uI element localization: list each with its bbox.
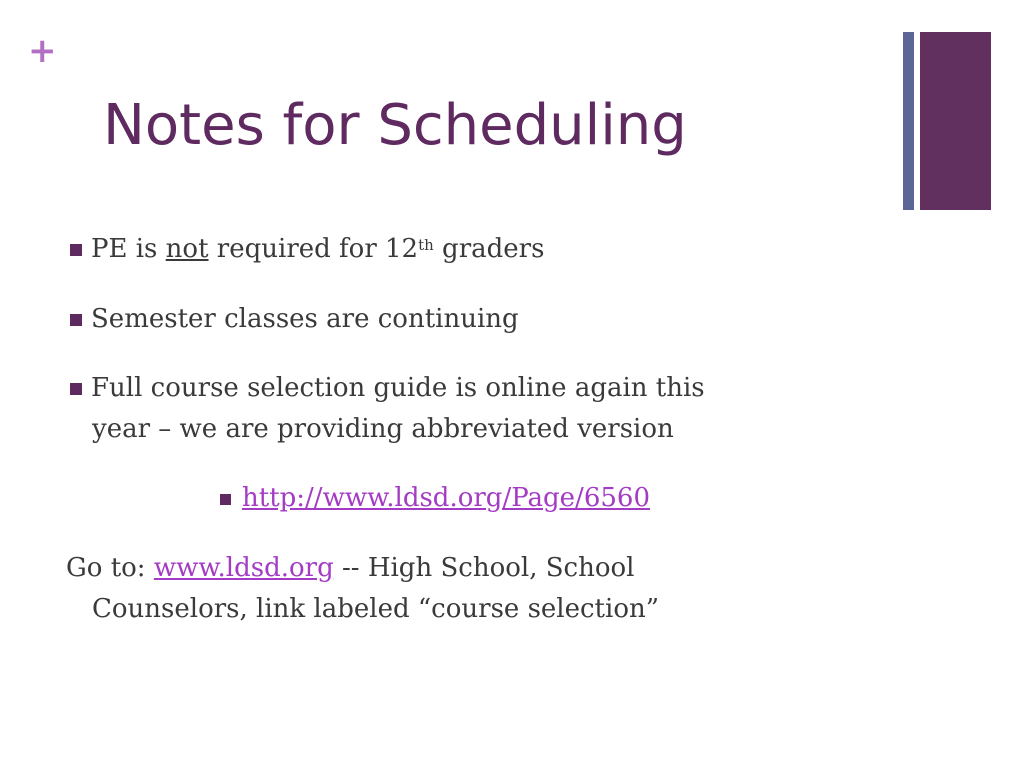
square-bullet-icon: [70, 244, 82, 256]
slide-title: Notes for Scheduling: [103, 93, 687, 158]
decorative-bar-thin: [903, 32, 914, 210]
bullet-text: [91, 229, 544, 269]
bullet-item-guide: [70, 368, 705, 408]
goto-paragraph-line2: Counselors, link labeled “course selection”: [92, 594, 660, 624]
decorative-bar-thick: [920, 32, 991, 210]
goto-prefix: Go to:: [66, 553, 154, 583]
bullet-text-superscript: th: [418, 236, 434, 254]
bullet-item-pe: [70, 229, 544, 269]
bullet-text-line2: year – we are providing abbreviated version: [92, 414, 674, 444]
goto-suffix: -- High School, School: [333, 553, 635, 583]
goto-paragraph-line1: [66, 548, 634, 588]
square-bullet-icon: [220, 494, 231, 505]
bullet-text-mid: required for 12: [208, 234, 419, 264]
bullet-text: Semester classes are continuing: [91, 304, 519, 334]
bullet-text-emphasis: not: [165, 234, 209, 264]
plus-icon: +: [28, 31, 57, 71]
page-link[interactable]: http://www.ldsd.org/Page/6560: [242, 483, 650, 513]
bullet-text-post: graders: [433, 234, 545, 264]
square-bullet-icon: [70, 314, 82, 326]
bullet-text-pre: PE is: [91, 234, 166, 264]
bullet-text-line1: Full course selection guide is online again this: [91, 373, 705, 403]
bullet-item-semester: [70, 299, 519, 339]
sub-bullet-item: [220, 478, 650, 518]
square-bullet-icon: [70, 383, 82, 395]
ldsd-link[interactable]: www.ldsd.org: [153, 553, 334, 583]
